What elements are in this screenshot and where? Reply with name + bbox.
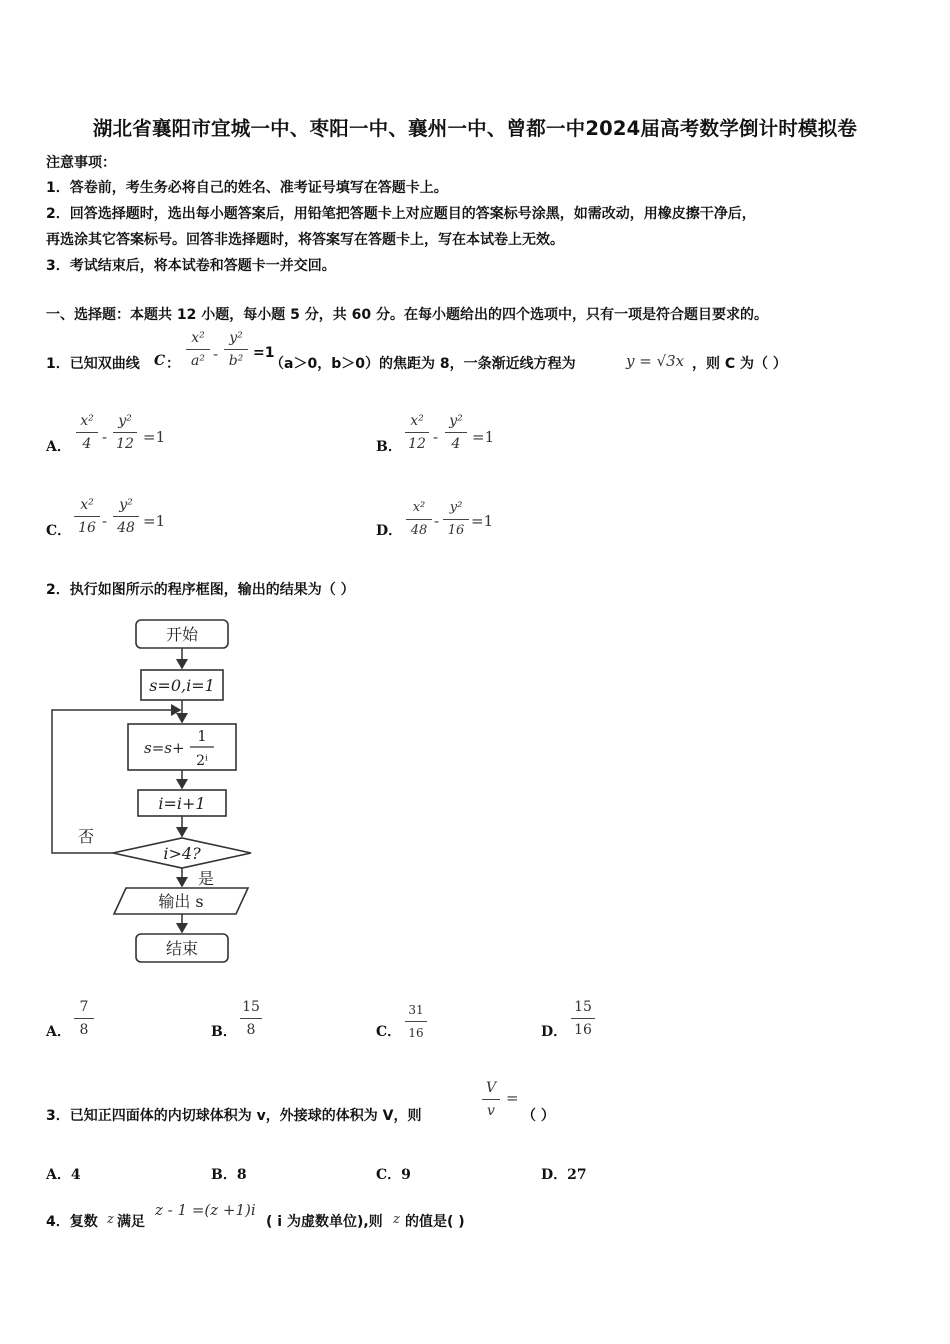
q4-z1: z (107, 1212, 114, 1227)
q1-option-a-frac1: x² 4 (76, 412, 98, 453)
q2-option-c-label[interactable]: C． (376, 1024, 402, 1040)
note-item-1: 1．答卷前，考生务必将自己的姓名、准考证号填写在答题卡上。 (46, 180, 448, 196)
q1-option-b-minus: - (433, 428, 439, 446)
q1-f2-den: b² (228, 353, 244, 369)
q1-option-b-frac2: y² 4 (445, 412, 467, 453)
q1-option-c-eq: =1 (143, 512, 166, 530)
note-item-3: 3．考试结束后，将本试卷和答题卡一并交回。 (46, 258, 336, 274)
q4-mid: 满足 (117, 1214, 145, 1230)
q1-option-b-frac1: x² 12 (405, 412, 429, 453)
q2-option-d-frac: 15 16 (571, 998, 595, 1039)
flow-incr-text: i=i+1 (158, 794, 206, 813)
q1-eq1: =1 (253, 345, 275, 361)
q1-f1-den: a² (191, 353, 205, 369)
q2-option-b-label[interactable]: B． (211, 1024, 237, 1040)
q3-fraction: V v (482, 1079, 500, 1120)
q3-option-c[interactable]: C．9 (376, 1167, 411, 1183)
flow-assign-left: s=s+ (144, 739, 185, 757)
flow-assign-den: 2ⁱ (196, 753, 208, 769)
q2-stem: 2．执行如图所示的程序框图，输出的结果为（ ） (46, 582, 355, 598)
q4-suffix: 的值是( ) (405, 1214, 465, 1230)
q4-prefix: 4．复数 (46, 1214, 98, 1230)
q2-option-d-label[interactable]: D． (541, 1024, 568, 1040)
flow-start-text: 开始 (165, 625, 199, 644)
q1-prefix: 1．已知双曲线 (46, 356, 140, 372)
q1-option-a-minus: - (102, 428, 108, 446)
q3-option-d[interactable]: D．27 (541, 1167, 587, 1183)
note-item-2: 2．回答选择题时，选出每小题答案后，用铅笔把答题卡上对应题目的答案标号涂黑，如需改动，用橡皮擦干净后， (46, 206, 756, 222)
q3-stem: 3．已知正四面体的内切球体积为 v，外接球的体积为 V，则 (46, 1108, 422, 1124)
flow-no-label: 否 (78, 827, 95, 846)
q4-note: ( i 为虚数单位),则 (266, 1214, 383, 1230)
q2-option-a-frac: 7 8 (74, 998, 94, 1039)
q1-colon: ： (166, 356, 180, 372)
q1-condition: （a＞0，b＞0）的焦距为 8，一条渐近线方程为 (270, 356, 576, 372)
q3-paren: （ ） (522, 1108, 555, 1124)
q1-f2-num: y² (229, 330, 243, 346)
q1-f1-num: x² (191, 330, 205, 346)
q1-option-c-frac1: x² 16 (74, 496, 100, 537)
q3-option-a[interactable]: A．4 (46, 1167, 81, 1183)
flow-yes-label: 是 (198, 869, 215, 888)
q1-option-c-minus: - (102, 512, 108, 530)
flow-end-text: 结束 (165, 939, 199, 958)
q1-option-d-frac2: y² 16 (443, 499, 469, 540)
flowchart (40, 610, 270, 970)
q3-option-b[interactable]: B．8 (211, 1167, 247, 1183)
flow-decision-text: i>4? (163, 844, 201, 863)
q4-z2: z (393, 1212, 400, 1227)
q1-option-b-label[interactable]: B． (376, 439, 402, 455)
q3-equals: = (506, 1089, 519, 1107)
q1-option-a-eq: =1 (143, 428, 166, 446)
q1-option-a-frac2: y² 12 (113, 412, 137, 453)
q1-option-a-label[interactable]: A． (46, 439, 71, 455)
q1-minus: - (213, 345, 219, 363)
q1-asymptote: y = √3x (626, 352, 685, 370)
q1-option-d-minus: - (434, 512, 440, 530)
q1-fraction-x (186, 329, 210, 370)
note-item-2-cont: 再选涂其它答案标号。回答非选择题时，将答案写在答题卡上，写在本试卷上无效。 (46, 232, 564, 248)
q1-fraction-y (224, 329, 248, 370)
q1-option-d-eq: =1 (471, 512, 494, 530)
q1-option-c-frac2: y² 48 (113, 496, 139, 537)
q1-option-d-label[interactable]: D． (376, 523, 403, 539)
q2-option-a-label[interactable]: A． (46, 1024, 71, 1040)
q4-equation: z - 1 =(z +1)i (155, 1201, 256, 1219)
q2-option-c-frac: 31 16 (405, 1001, 427, 1042)
q2-option-b-frac: 15 8 (240, 998, 262, 1039)
page-title: 湖北省襄阳市宜城一中、枣阳一中、襄州一中、曾都一中2024届高考数学倒计时模拟卷 (92, 117, 858, 140)
flow-init-text: s=0,i=1 (149, 676, 215, 695)
q1-suffix: ，则 C 为（ ） (692, 356, 787, 372)
notes-heading: 注意事项： (46, 155, 116, 171)
section-heading: 一、选择题：本题共 12 小题，每小题 5 分，共 60 分。在每小题给出的四个选项中，只有一项是符合题目要求的。 (46, 307, 768, 323)
q1-option-d-frac1: x² 48 (406, 499, 432, 540)
q1-option-b-eq: =1 (472, 428, 495, 446)
flow-output-text: 输出 s (158, 892, 204, 911)
q1-option-c-label[interactable]: C． (46, 523, 72, 539)
q1-curve: C (154, 353, 166, 369)
flow-assign-num: 1 (197, 727, 207, 745)
